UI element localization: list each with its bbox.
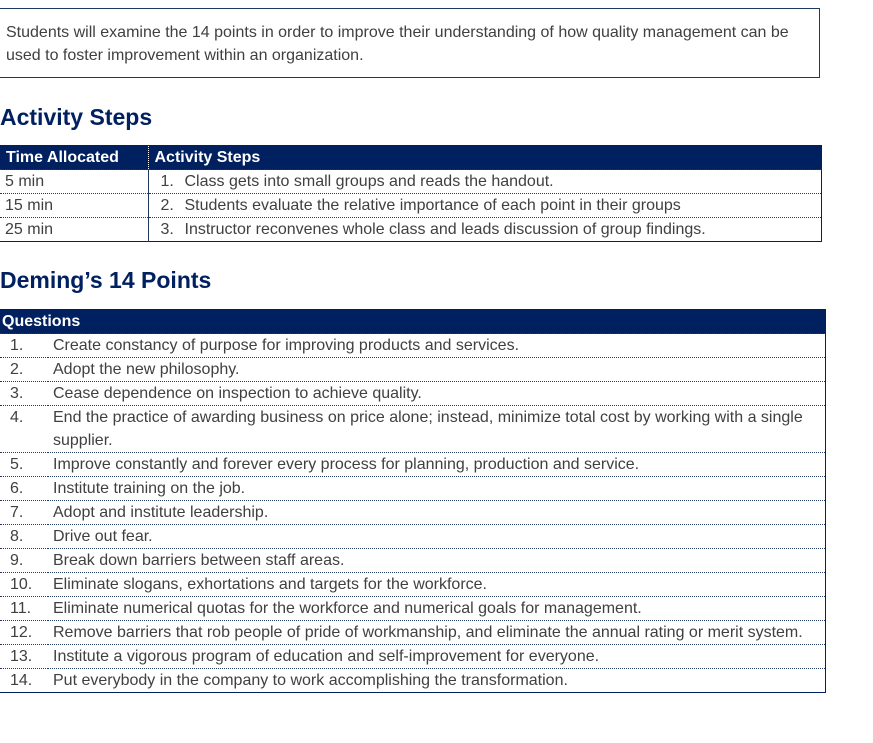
activity-steps-heading: Activity Steps xyxy=(0,104,153,130)
table-row xyxy=(0,194,822,218)
point-text: End the practice of awarding business on price alone; instead, minimize total cost by working with a single supplier. xyxy=(48,406,826,453)
time-cell: 25 min xyxy=(0,218,148,242)
deming-heading: Deming’s 14 Points xyxy=(0,267,212,293)
activity-steps-table xyxy=(0,145,822,242)
table-row xyxy=(0,597,826,621)
point-text: Eliminate numerical quotas for the workforce and numerical goals for management. xyxy=(48,597,826,621)
step-text: Instructor reconvenes whole class and leads discussion of group findings. xyxy=(184,221,706,238)
step-cell xyxy=(148,194,822,218)
deming-points-table xyxy=(0,309,826,693)
step-cell xyxy=(148,218,822,242)
point-text: Cease dependence on inspection to achieve quality. xyxy=(48,382,826,406)
step-number: 3. xyxy=(160,221,174,238)
step-text: Students evaluate the relative importance of each point in their groups xyxy=(184,197,681,214)
point-number: 8. xyxy=(0,525,48,549)
table-header-row xyxy=(0,310,826,334)
column-header-steps: Activity Steps xyxy=(148,146,822,170)
point-text: Adopt the new philosophy. xyxy=(48,358,826,382)
point-number: 10. xyxy=(0,573,48,597)
table-row xyxy=(0,170,822,194)
point-number: 7. xyxy=(0,501,48,525)
table-row xyxy=(0,549,826,573)
table-row xyxy=(0,621,826,645)
table-row xyxy=(0,669,826,693)
step-number: 1. xyxy=(160,173,174,190)
time-cell: 15 min xyxy=(0,194,148,218)
point-number: 12. xyxy=(0,621,48,645)
time-cell: 5 min xyxy=(0,170,148,194)
table-row xyxy=(0,477,826,501)
table-row xyxy=(0,358,826,382)
point-number: 2. xyxy=(0,358,48,382)
table-row xyxy=(0,573,826,597)
point-text: Break down barriers between staff areas. xyxy=(48,549,826,573)
point-number: 4. xyxy=(0,406,48,453)
point-number: 13. xyxy=(0,645,48,669)
point-text: Remove barriers that rob people of pride of workmanship, and eliminate the annual rating or merit system. xyxy=(48,621,826,645)
point-number: 11. xyxy=(0,597,48,621)
step-text: Class gets into small groups and reads the handout. xyxy=(184,173,554,190)
point-number: 3. xyxy=(0,382,48,406)
objective-text: Students will examine the 14 points in order to improve their understanding of how quality management can be used to foster improvement within an organization. xyxy=(6,24,789,64)
step-cell xyxy=(148,170,822,194)
point-text: Adopt and institute leadership. xyxy=(48,501,826,525)
table-row xyxy=(0,501,826,525)
table-row xyxy=(0,525,826,549)
point-text: Create constancy of purpose for improving products and services. xyxy=(48,334,826,358)
table-row xyxy=(0,218,822,242)
point-number: 9. xyxy=(0,549,48,573)
point-number: 14. xyxy=(0,669,48,693)
point-text: Eliminate slogans, exhortations and targets for the workforce. xyxy=(48,573,826,597)
table-row xyxy=(0,382,826,406)
point-text: Put everybody in the company to work accomplishing the transformation. xyxy=(48,669,826,693)
column-header-time: Time Allocated xyxy=(0,146,148,170)
column-header-questions: Questions xyxy=(0,310,826,334)
point-number: 5. xyxy=(0,453,48,477)
point-text: Drive out fear. xyxy=(48,525,826,549)
step-number: 2. xyxy=(160,197,174,214)
objective-box xyxy=(0,8,820,78)
point-number: 6. xyxy=(0,477,48,501)
table-row xyxy=(0,334,826,358)
table-row xyxy=(0,453,826,477)
point-number: 1. xyxy=(0,334,48,358)
table-row xyxy=(0,645,826,669)
point-text: Institute training on the job. xyxy=(48,477,826,501)
point-text: Institute a vigorous program of education and self-improvement for everyone. xyxy=(48,645,826,669)
table-row xyxy=(0,406,826,453)
table-header-row xyxy=(0,146,822,170)
point-text: Improve constantly and forever every process for planning, production and service. xyxy=(48,453,826,477)
